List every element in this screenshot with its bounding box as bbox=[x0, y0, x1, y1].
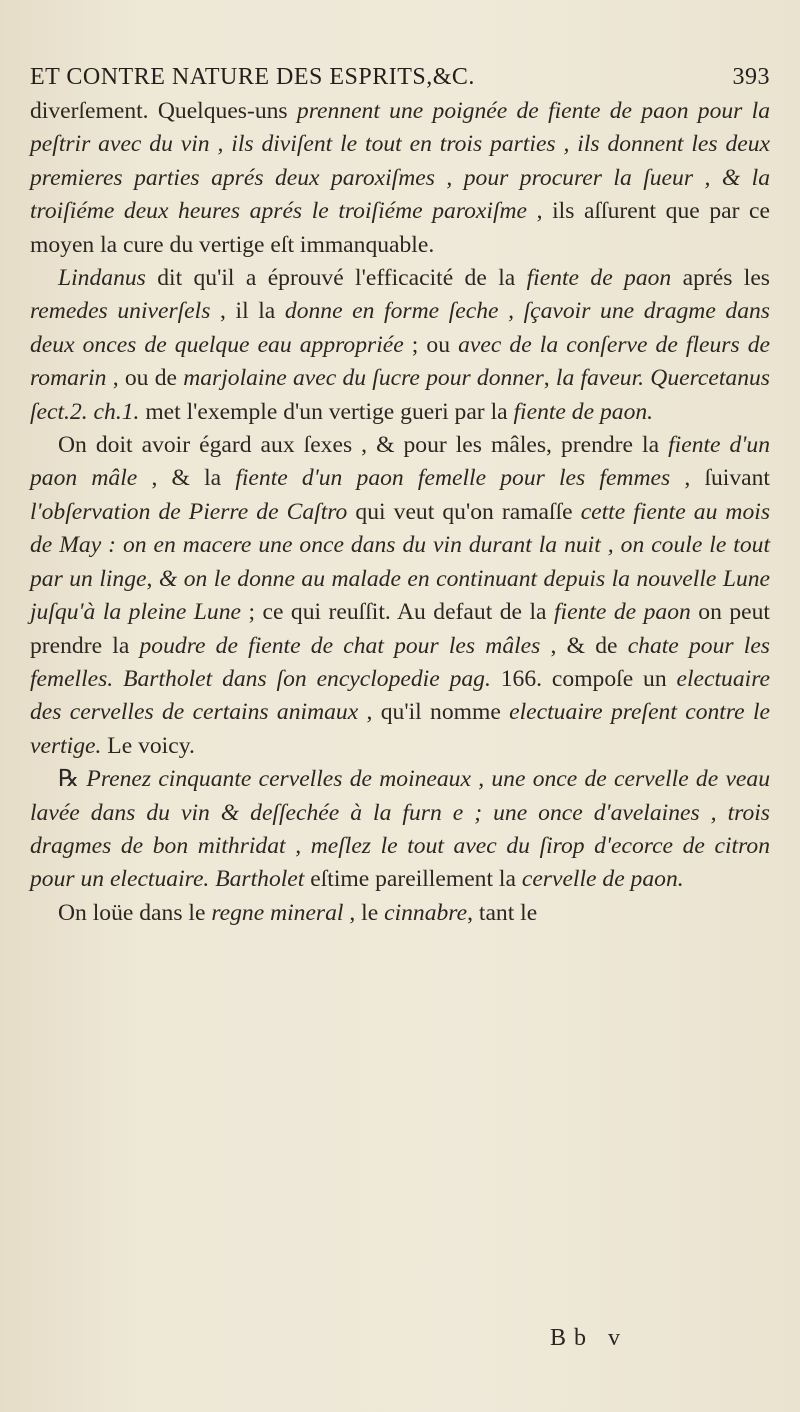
text-run: , il la bbox=[210, 298, 285, 325]
text-run: ; ce qui reuſſit. Au defaut de la bbox=[240, 599, 554, 626]
italic-run: l'obſervation de Pierre de Caſtro bbox=[30, 498, 348, 525]
text-run: , qu'il nomme bbox=[358, 699, 510, 726]
italic-run: fiente de paon bbox=[553, 599, 691, 626]
text-run: diverſement. Quelques-uns bbox=[30, 98, 297, 124]
italic-run: chate pour les femelles. Bartholet dans ſon encyclopedie pag. bbox=[30, 632, 770, 692]
text-run: aprés les bbox=[671, 265, 770, 292]
paragraph bbox=[30, 429, 770, 763]
text-run: , tant le bbox=[467, 899, 538, 926]
italic-run: Lindanus bbox=[58, 265, 146, 292]
italic-run: & on le donne au malade en continuant depuis la nouvelle Lune juſqu'à la pleine Lune bbox=[30, 565, 771, 626]
page-number: 393 bbox=[732, 64, 770, 90]
text-run: , bbox=[543, 365, 556, 392]
italic-run: marjolaine avec du ſucre pour donner bbox=[183, 365, 544, 392]
italic-run: avec de la conſerve de fleurs de romarin bbox=[30, 331, 770, 392]
text-run: , ou de bbox=[106, 365, 184, 392]
body-text bbox=[30, 95, 770, 930]
text-run: dit qu'il a éprouvé l'efficacité de la bbox=[145, 265, 527, 292]
text-run: qui veut qu'on ramaſſe bbox=[347, 498, 581, 525]
italic-run: fiente d'un paon mâle bbox=[30, 432, 770, 492]
text-run: , ſuivant bbox=[670, 465, 770, 492]
paragraph bbox=[30, 897, 770, 930]
text-run: eſtime pareillement la bbox=[304, 866, 522, 893]
text-run: , & de bbox=[540, 632, 628, 659]
italic-run: electuaire des cervelles de certains animaux bbox=[30, 665, 770, 726]
text-run: on peut prendre la bbox=[30, 599, 770, 659]
italic-run: Prenez cinquante cervelles de moineaux , une once de cervelle de veau lavée dans du vin & deſſechée à la furn e ; une once d'avelaines , trois dragmes de bon mithridat , meſlez le tout avec du ſirop d'ecorce de citron pour un electuaire. Bartholet bbox=[30, 766, 770, 893]
text-run: , ils aſſurent que par ce moyen la cure du vertige eſt immanquable. bbox=[30, 198, 770, 258]
text-run: , & la bbox=[137, 465, 236, 492]
paragraph bbox=[30, 95, 770, 262]
italic-run: fiente d'un paon femelle pour les femmes bbox=[235, 465, 671, 492]
text-run: 166. compoſe un bbox=[490, 665, 677, 692]
text-run: , bbox=[146, 565, 159, 592]
italic-run: cinnabre bbox=[384, 899, 468, 926]
text-run: On doit avoir égard aux ſexes , & pour les mâles, prendre la bbox=[58, 432, 669, 459]
italic-run: donne en forme ſeche , ſçavoir une dragme dans deux onces de quelque eau appropriée bbox=[30, 298, 770, 358]
italic-run: cette fiente au mois de May : on en macere une once dans du vin durant la nuit , on coule le tout par un linge bbox=[30, 498, 771, 592]
text-run: Le voicy. bbox=[101, 732, 195, 759]
paragraph bbox=[30, 763, 770, 897]
text-run: , le bbox=[343, 899, 385, 926]
italic-run: electuaire preſent contre le vertige. bbox=[30, 699, 771, 759]
text-run: met l'exemple d'un vertige gueri par la bbox=[139, 398, 514, 425]
text-run: On loüe dans le bbox=[58, 899, 212, 926]
italic-run: remedes univerſels bbox=[30, 298, 211, 325]
italic-run: regne mineral bbox=[211, 899, 344, 926]
italic-run: prennent une poignée de fiente de paon pour la peſtrir avec du vin , ils diviſent le tout en trois parties , ils donnent les deux premieres parties aprés deux paroxiſmes , pour procurer la ſueur , & la troiſiéme deux heures aprés le troiſiéme paroxiſme bbox=[30, 98, 770, 225]
italic-run: cervelle de paon. bbox=[521, 866, 684, 893]
italic-run: fiente de paon bbox=[526, 265, 672, 292]
recipe-sign: ℞ bbox=[58, 766, 80, 793]
italic-run: fiente de paon. bbox=[513, 398, 654, 425]
text-run: ; ou bbox=[403, 331, 459, 358]
running-head-title: ET CONTRE NATURE DES ESPRITS,&C. bbox=[30, 64, 475, 90]
italic-run: la faveur. Quercetanus ſect.2. ch.1. bbox=[30, 365, 770, 425]
italic-run: poudre de fiente de chat pour les mâles bbox=[139, 632, 541, 659]
paragraph bbox=[30, 262, 770, 429]
signature-mark: Bb v bbox=[550, 1325, 629, 1351]
running-head bbox=[30, 64, 770, 91]
